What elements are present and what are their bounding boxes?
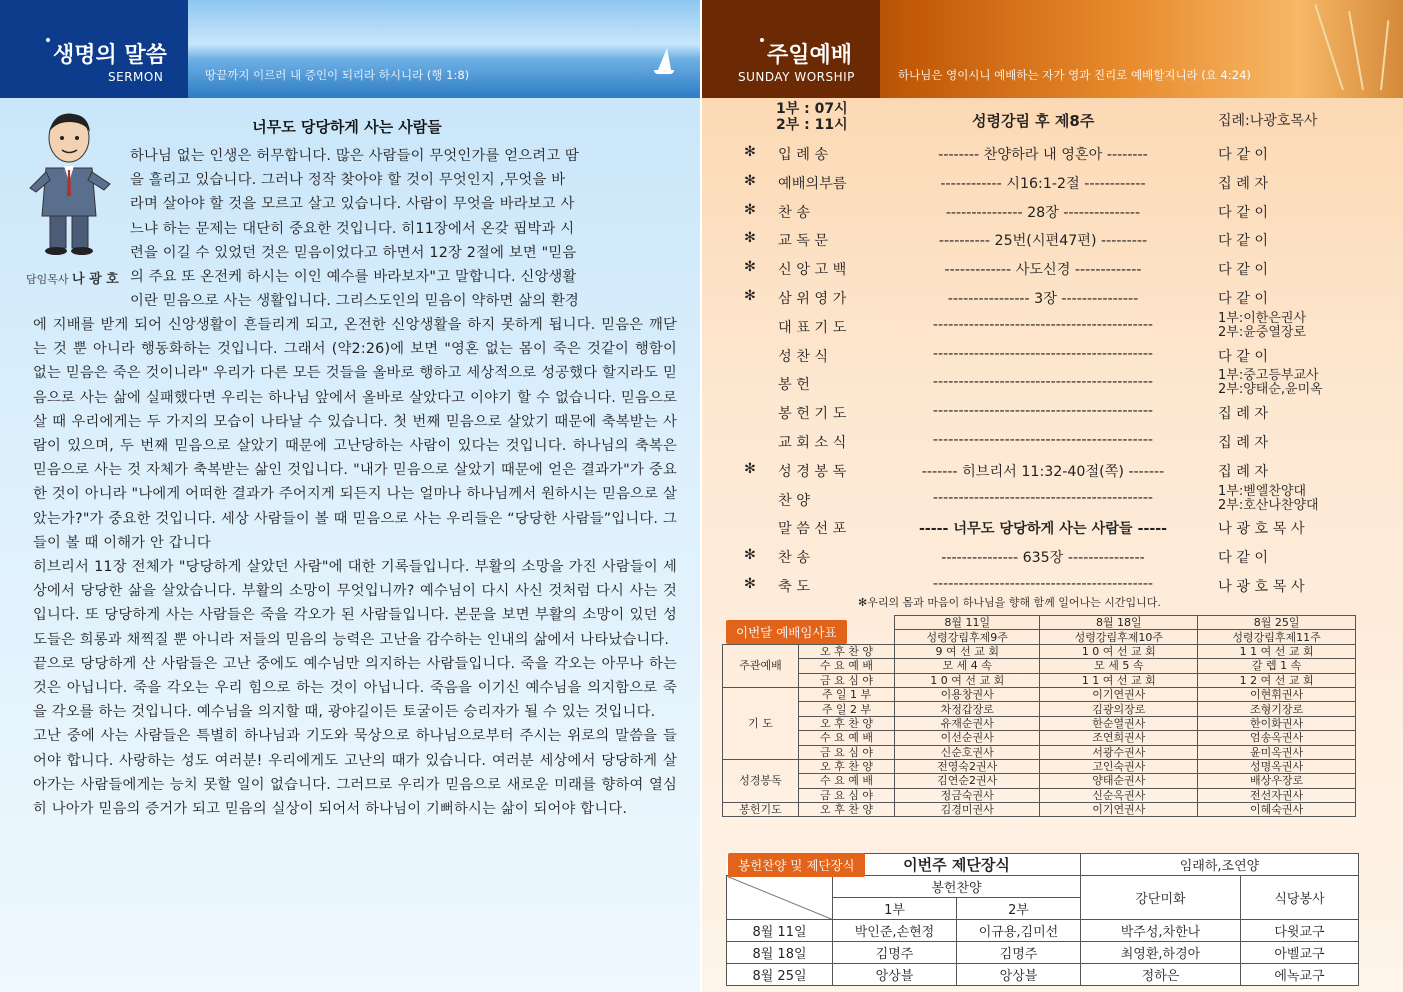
order-item-name: 성 찬 식 <box>778 348 829 365</box>
schedule-cell: 양태순권사 <box>1040 774 1198 788</box>
altar-row <box>727 920 1359 942</box>
schedule-row <box>723 788 1356 802</box>
altar-row <box>727 942 1359 964</box>
order-item-name: 성 경 봉 독 <box>778 463 847 480</box>
schedule-row <box>723 731 1356 745</box>
schedule-service: 수 요 예 배 <box>799 659 895 673</box>
schedule-row <box>723 759 1356 773</box>
altar-cell: 김명주 <box>957 942 1081 964</box>
schedule-cell: 신순호권사 <box>895 745 1040 759</box>
order-item-leader: 1부:중고등부교사 <box>1218 368 1319 384</box>
schedule-cell: 김연순2권사 <box>895 774 1040 788</box>
order-item-detail: ------------------------------------------- <box>932 316 1154 333</box>
order-item-detail: ------------- 사도신경 ------------- <box>944 262 1142 279</box>
altar-title: 이번주 제단장식 <box>833 854 1081 876</box>
worship-section-subtitle: SUNDAY WORSHIP <box>738 70 855 84</box>
order-row <box>744 198 1356 227</box>
stand-marker: ✻ <box>744 547 756 564</box>
schedule-cell: 1 2 여 선 교 회 <box>1198 673 1356 687</box>
pastor-name: 나 광 호 <box>72 272 119 287</box>
order-of-worship <box>744 140 1356 601</box>
order-item-leader: 집 례 자 <box>1218 434 1269 451</box>
order-item-detail: -------- 찬양하라 내 영혼아 -------- <box>938 147 1148 163</box>
order-row <box>744 342 1356 371</box>
altar-cell: 박주성,차한나 <box>1081 920 1241 942</box>
sermon-intro-line: 의 주요 또 온전케 하시는 이인 예수를 바라보자"고 말합니다. 신앙생활 <box>130 269 577 286</box>
stand-marker: ✻ <box>744 172 756 189</box>
schedule-row <box>723 745 1356 759</box>
stand-marker: ✻ <box>744 259 756 276</box>
schedule-row <box>723 687 1356 701</box>
schedule-service: 오 후 찬 양 <box>799 644 895 658</box>
sermon-intro-line: 라며 살아야 할 것을 모르고 살고 있습니다. 사람이 무엇을 바라보고 사 <box>130 196 575 213</box>
sermon-intro-line: 이란 믿음으로 사는 생활입니다. 그리스도인의 믿음이 약하면 삶의 환경 <box>130 293 580 310</box>
altar-cell: 8월 25일 <box>727 964 833 986</box>
order-item-leader: 다 같 이 <box>1218 290 1269 307</box>
order-item-detail: ------------ 시16:1-2절 ------------ <box>940 175 1146 192</box>
order-row <box>744 255 1356 284</box>
schedule-cell: 조형기장로 <box>1198 702 1356 716</box>
schedule-group: 기 도 <box>723 687 799 759</box>
altar-tag: 봉헌찬양 및 제단장식 <box>728 853 865 877</box>
sermon-intro-line: 련을 이길 수 있었던 것은 믿음이었다고 하면서 12장 2절에 보면 "믿음 <box>130 244 577 261</box>
altar-cell: 앙상블 <box>957 964 1081 986</box>
order-item-leader-2: 2부:윤중열장로 <box>1218 324 1306 340</box>
schedule-cell: 전선자권사 <box>1198 788 1356 802</box>
service-time-1: 1부 : 07시 <box>776 101 848 117</box>
order-row <box>744 310 1356 342</box>
schedule-cell: 이용창권사 <box>895 687 1040 701</box>
order-item-leader: 집 례 자 <box>1218 406 1269 423</box>
schedule-cell: 1 0 여 선 교 회 <box>895 673 1040 687</box>
order-item-detail: ---------------- 3장 --------------- <box>947 290 1139 307</box>
schedule-cell: 이선순권사 <box>895 731 1040 745</box>
order-item-name: 말 씀 선 포 <box>778 521 847 538</box>
sermon-section-title: 생명의 말씀 <box>53 43 167 68</box>
schedule-week: 성령강림후제9주 <box>895 630 1040 644</box>
sailboat-icon <box>658 48 671 70</box>
schedule-cell: 성명옥권사 <box>1198 759 1356 773</box>
schedule-service: 오 후 찬 양 <box>799 803 895 817</box>
altar-decorator: 임래하,조연양 <box>1081 854 1359 876</box>
worship-section-title: 주일예배 <box>767 43 853 68</box>
altar-cell: 8월 11일 <box>727 920 833 942</box>
schedule-row <box>723 702 1356 716</box>
order-item-leader: 나 광 호 목 사 <box>1218 521 1305 538</box>
order-item-name: 예배의부름 <box>778 175 847 192</box>
sermon-intro <box>130 144 676 313</box>
schedule-service: 수 요 예 배 <box>799 774 895 788</box>
order-item-leader: 다 같 이 <box>1218 233 1269 250</box>
schedule-service: 오 후 찬 양 <box>799 759 895 773</box>
sea-photo <box>188 0 700 98</box>
worship-header-verse: 하나님은 영이시니 예배하는 자가 영과 진리로 예배할지니라 (요 4:24) <box>898 68 1251 82</box>
order-item-name: 교 회 소 식 <box>778 434 847 451</box>
altar-cell: 최영환,하경아 <box>1081 942 1241 964</box>
schedule-group: 봉헌기도 <box>723 803 799 817</box>
schedule-date: 8월 25일 <box>1198 616 1356 630</box>
altar-meal-header: 식당봉사 <box>1241 876 1359 920</box>
sermon-paragraph: 히브리서 11장 전체가 "당당하게 살았던 사람"에 대한 기록들입니다. 부활의 소망을 가진 사람들이 세상에서 당당한 삶을 살았습니다. 부활의 소망이 무엇입니까? 예수님이 다시 사신 것처럼 다시 사는 것입니다. 또 당당하게 사는 사람들은 죽을 각오가 된 사람들입니다. 본문을 보면 부활의 소망이 있던 성도들은 희롱과 채찍질 뿐 아니라 저들의 믿음의 능력은 고난을 감수하는 인내의 삶에서 나타났습니다. <box>33 559 677 648</box>
sermon-section-subtitle: SERMON <box>108 70 164 84</box>
order-item-name: 입 례 송 <box>778 147 829 163</box>
altar-cell: 앙상블 <box>833 964 957 986</box>
sermon-paragraph: 고난 중에 사는 사람들은 특별히 하나님과 기도와 묵상으로 하나님으로부터 주시는 위로의 말씀을 들어야 합니다. 사랑하는 성도 여러분! 우리에게도 고난의 때가 있습니다. 여러분 세상에서 당당하게 살아가는 사람들에게는 능치 못할 일이 없습니다. 그러므로 우리가 믿음으로 새로운 미래를 향하여 열심히 나아가 믿음의 증거가 되고 믿음의 실상이 되어서 하나님이 기뻐하시는 삶이 되어야 합니다. <box>33 728 677 818</box>
table-corner <box>723 630 895 644</box>
order-row <box>744 169 1356 198</box>
schedule-date: 8월 11일 <box>895 616 1040 630</box>
sermon-text <box>33 313 677 821</box>
order-item-leader: 다 같 이 <box>1218 204 1269 221</box>
schedule-cell: 차정갑장로 <box>895 702 1040 716</box>
worship-header <box>702 0 1403 98</box>
service-leader: 집례:나광호목사 <box>1218 113 1318 129</box>
altar-cell: 정하은 <box>1081 964 1241 986</box>
schedule-service: 오 후 찬 양 <box>799 716 895 730</box>
service-time-2: 2부 : 11시 <box>776 117 848 133</box>
order-item-detail: ------------------------------------------- <box>932 345 1154 362</box>
stand-marker: ✻ <box>744 230 756 247</box>
order-item-detail: ---------- 25번(시편47편) --------- <box>938 233 1148 250</box>
order-item-detail: ------------------------------------------- <box>932 489 1154 506</box>
schedule-cell: 신순옥권사 <box>1040 788 1198 802</box>
service-times <box>776 101 848 133</box>
schedule-service: 금 요 심 야 <box>799 745 895 759</box>
schedule-cell: 갈 렙 1 속 <box>1198 659 1356 673</box>
order-item-leader: 다 같 이 <box>1218 147 1269 163</box>
schedule-row <box>723 716 1356 730</box>
order-row <box>744 399 1356 428</box>
schedule-cell: 전영숙2권사 <box>895 759 1040 773</box>
altar-cell: 이규용,김미선 <box>957 920 1081 942</box>
order-item-name: 대 표 기 도 <box>778 319 847 336</box>
schedule-service: 주 일 1 부 <box>799 687 895 701</box>
pastor-caption <box>26 268 119 287</box>
altar-cell: 아벨교구 <box>1241 942 1359 964</box>
order-row <box>744 428 1356 457</box>
altar-cell: 에녹교구 <box>1241 964 1359 986</box>
schedule-cell: 김경미권사 <box>895 803 1040 817</box>
schedule-cell: 유재순권사 <box>895 716 1040 730</box>
stand-marker: ✻ <box>744 201 756 218</box>
order-row <box>744 543 1356 572</box>
order-item-detail: --------------- 635장 --------------- <box>941 550 1145 567</box>
schedule-cell: 엄송옥권사 <box>1198 731 1356 745</box>
order-item-name: 봉 헌 기 도 <box>778 406 847 423</box>
order-item-name: 찬 송 <box>778 204 810 221</box>
schedule-week: 성령강림후제10주 <box>1040 630 1198 644</box>
order-item-leader: 집 례 자 <box>1218 175 1269 192</box>
sermon-title: 너무도 당당하게 사는 사람들 <box>252 118 442 136</box>
altar-row <box>727 964 1359 986</box>
order-item-detail: ------------------------------------------- <box>932 403 1154 420</box>
schedule-service: 수 요 예 배 <box>799 731 895 745</box>
order-row <box>744 457 1356 486</box>
sermon-header <box>0 0 700 98</box>
order-item-leader-2: 2부:호산나찬양대 <box>1218 497 1319 513</box>
schedule-cell: 배상우장로 <box>1198 774 1356 788</box>
order-row <box>744 483 1356 515</box>
order-item-leader: 다 같 이 <box>1218 550 1269 567</box>
order-item-leader: 다 같 이 <box>1218 262 1269 279</box>
schedule-cell: 이혜숙권사 <box>1198 803 1356 817</box>
schedule-row <box>723 673 1356 687</box>
schedule-cell: 모 세 5 속 <box>1040 659 1198 673</box>
pastor-caricature <box>24 108 114 258</box>
schedule-cell: 1 1 여 선 교 회 <box>1040 673 1198 687</box>
order-row <box>744 226 1356 255</box>
altar-cell: 박인준,손현정 <box>833 920 957 942</box>
order-row <box>744 140 1356 169</box>
schedule-group: 성경봉독 <box>723 759 799 802</box>
sermon-intro-line: 하나님 없는 인생은 허무합니다. 많은 사람들이 무엇인가를 얻으려고 땀 <box>130 148 580 164</box>
altar-corner <box>727 876 833 920</box>
order-item-name: 축 도 <box>778 578 810 595</box>
schedule-cell: 이기연권사 <box>1040 803 1198 817</box>
stand-marker: ✻ <box>744 575 756 592</box>
schedule-service: 금 요 심 야 <box>799 673 895 687</box>
schedule-row <box>723 644 1356 658</box>
order-row <box>744 514 1356 543</box>
order-item-leader: 1부:이한은권사 <box>1218 310 1306 326</box>
order-item-detail: ------- 히브리서 11:32-40절(쪽) ------- <box>921 463 1165 480</box>
schedule-cell: 모 세 4 속 <box>895 659 1040 673</box>
schedule-cell: 정금숙권사 <box>895 788 1040 802</box>
page-divider <box>700 0 702 992</box>
schedule-cell: 조연희권사 <box>1040 731 1198 745</box>
altar-choir-header: 봉헌찬양 <box>833 876 1081 898</box>
stand-marker: ✻ <box>744 144 756 160</box>
pastor-role: 담임목사 <box>26 273 69 286</box>
schedule-week: 성령강림후제11주 <box>1198 630 1356 644</box>
schedule-cell: 한순열권사 <box>1040 716 1198 730</box>
schedule-service: 주 일 2 부 <box>799 702 895 716</box>
order-item-leader: 다 같 이 <box>1218 348 1269 365</box>
sermon-header-verse: 땅끝까지 이르러 내 증인이 되리라 하시니라 (행 1:8) <box>205 68 470 82</box>
order-item-name: 봉 헌 <box>778 377 810 394</box>
altar-part2-header: 2부 <box>957 898 1081 920</box>
service-title: 성령강림 후 제8주 <box>972 112 1095 130</box>
sermon-paragraph: 끝으로 당당하게 산 사람들은 고난 중에도 예수님만 의지하는 사람들입니다. 죽을 각오는 아무나 하는 것은 아닙니다. 죽을 각오는 우리 힘으로 하는 것이 아닙니다. 죽음을 이기신 예수님을 의지함으로 죽을 각오를 하는 것입니다. 예수님을 의지할 때, 광야길이든 토굴이든 승리자가 될 수 있는 것입니다. <box>33 655 677 721</box>
order-item-name: 삼 위 영 가 <box>778 290 847 307</box>
order-item-detail: --------------- 28장 --------------- <box>945 204 1141 221</box>
monthly-schedule-table <box>722 615 1356 817</box>
order-item-leader: 1부:벧엘찬양대 <box>1218 483 1306 499</box>
standing-note: ✻우리의 몸과 마음이 하나님을 향해 함께 일어나는 시간입니다. <box>858 596 1161 609</box>
schedule-row <box>723 774 1356 788</box>
schedule-date: 8월 18일 <box>1040 616 1198 630</box>
order-item-detail: ------------------------------------------- <box>932 431 1154 448</box>
stand-marker: ✻ <box>744 287 756 304</box>
monthly-schedule-tag: 이번달 예배임사표 <box>726 620 847 644</box>
schedule-cell: 1 1 여 선 교 회 <box>1198 644 1356 658</box>
stand-marker: ✻ <box>744 460 756 477</box>
schedule-cell: 이기연권사 <box>1040 687 1198 701</box>
table-corner <box>723 616 895 630</box>
wheat-icon <box>1314 4 1344 90</box>
order-item-leader-2: 2부:양태순,윤미옥 <box>1218 382 1323 398</box>
schedule-service: 금 요 심 야 <box>799 788 895 802</box>
altar-flower-header: 강단미화 <box>1081 876 1241 920</box>
schedule-cell: 이현휘권사 <box>1198 687 1356 701</box>
altar-part1-header: 1부 <box>833 898 957 920</box>
schedule-cell: 한이화권사 <box>1198 716 1356 730</box>
altar-cell: 8월 18일 <box>727 942 833 964</box>
schedule-cell: 김광의장로 <box>1040 702 1198 716</box>
order-row <box>744 284 1356 313</box>
order-item-name: 교 독 문 <box>778 233 829 250</box>
schedule-cell: 윤미옥권사 <box>1198 745 1356 759</box>
schedule-cell: 고인숙권사 <box>1040 759 1198 773</box>
order-row <box>744 370 1356 399</box>
altar-cell: 다윗교구 <box>1241 920 1359 942</box>
order-item-name: 찬 송 <box>778 550 810 567</box>
order-item-leader: 집 례 자 <box>1218 463 1269 480</box>
schedule-row <box>723 659 1356 673</box>
schedule-group: 주관예배 <box>723 644 799 687</box>
order-item-name: 신 앙 고 백 <box>778 262 847 279</box>
order-item-leader: 나 광 호 목 사 <box>1218 578 1305 595</box>
order-item-detail: ------------------------------------------- <box>932 374 1154 391</box>
schedule-cell: 서광수권사 <box>1040 745 1198 759</box>
sermon-intro-line: 을 흘리고 있습니다. 그러나 정작 찾아야 할 것이 무엇인지 ,무엇을 바 <box>130 172 566 189</box>
altar-cell: 김명주 <box>833 942 957 964</box>
order-item-detail: ------------------------------------------- <box>932 575 1154 592</box>
order-item-detail: ----- 너무도 당당하게 사는 사람들 ----- <box>918 521 1168 538</box>
order-item-name: 찬 양 <box>778 492 810 509</box>
schedule-cell: 9 여 선 교 회 <box>895 644 1040 658</box>
schedule-cell: 1 0 여 선 교 회 <box>1040 644 1198 658</box>
sermon-intro-line: 느냐 하는 문제는 대단히 중요한 것입니다. 히11장에서 온갖 핍박과 시 <box>130 220 575 237</box>
schedule-row <box>723 803 1356 817</box>
sermon-paragraph: 에 지배를 받게 되어 신앙생활이 흔들리게 되고, 온전한 신앙생활을 하지 못하게 됩니다. 믿음은 깨닫는 것 뿐 아니라 행동화하는 것입니다. 그래서 (약2:26)에 보면 "영혼 없는 몸이 죽은 것같이 행함이 없는 믿음은 죽은 것이니라" 우리가 다른 모든 것들을 올바로 행하고 세상적으로 성공했다 할지라도 믿음으로 사는 삶에 실패했다면 우리는 하나님 앞에서 올바로 살았다고 이야기 할 수 없습니다. 믿음으로 살 때 우리에게는 두 가지의 모습이 나타날 수 있습니다. 첫 번째 믿음으로 살았기 때문에 축복받는 사람이 있으며, 두 번째 믿음으로 살았기 때문에 고난당하는 사람이 있다는 것입니다. 하나님의 축복은 믿음으로 사는 것 자체가 축복받는 삶인 것입니다. "내가 믿음으로 살았기 때문에 얻은 결과가"가 중요한 것이 아니라 "나에게 어떠한 결과가 주어지게 되든지 나는 얼마나 하나님께서 원하시는 믿음으로 살았는가?"가 중요한 것입니다. 세상 사람들이 볼 때 믿음으로 사는 우리들은 “당당한 사람들”입니다. 그들이 볼 때 이해가 안 갑니다 <box>33 317 677 551</box>
